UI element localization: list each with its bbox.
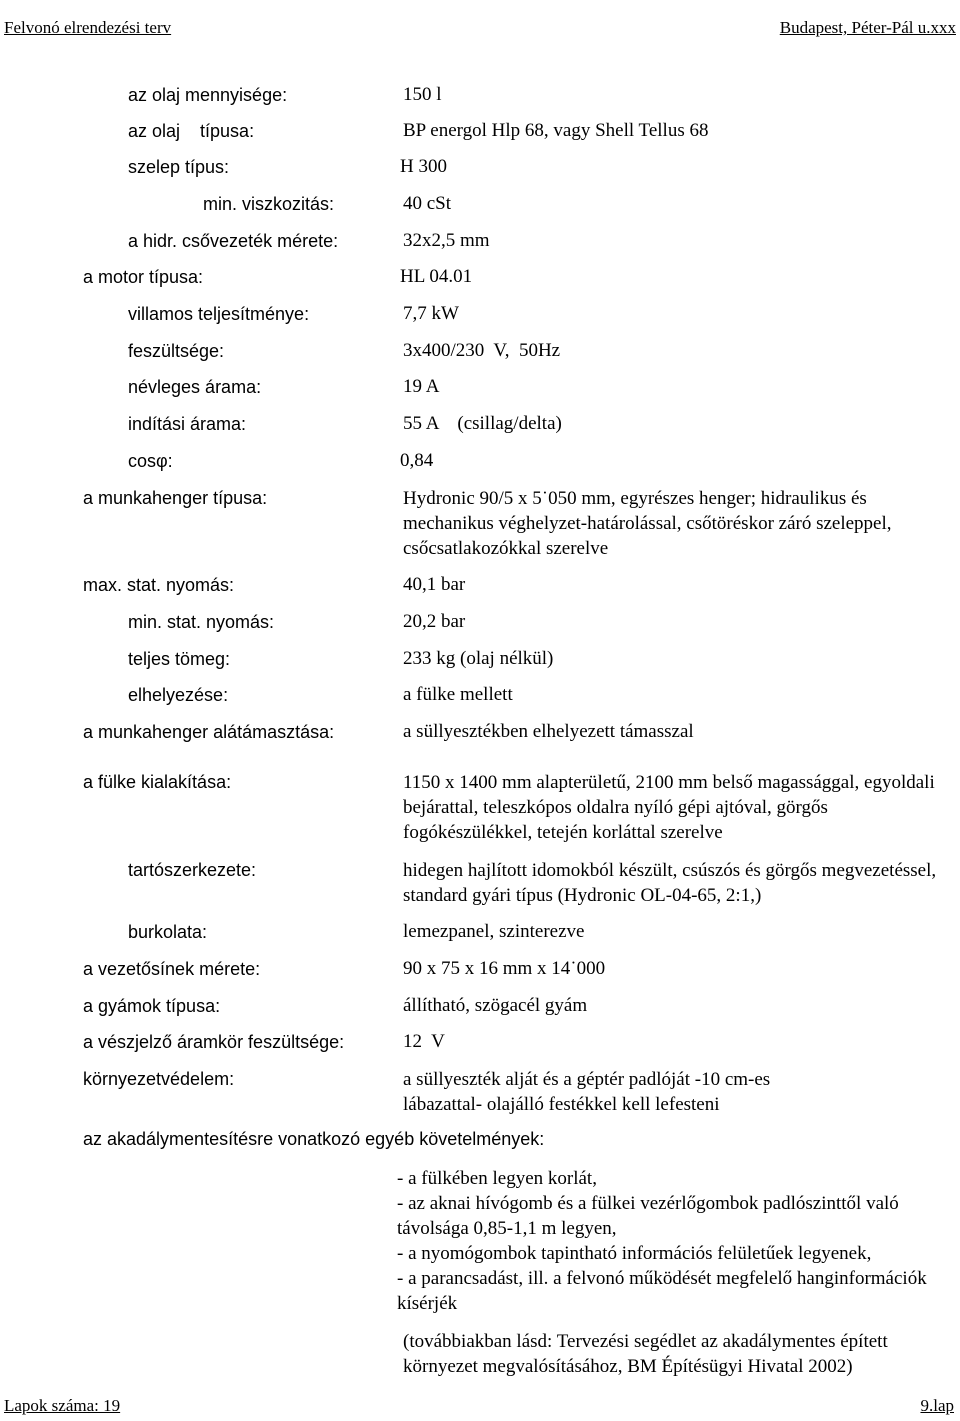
header-address: Budapest, Péter-Pál u.xxx [779,18,956,37]
label-kornyezetvedelem: környezetvédelem: [83,1069,235,1089]
akadaly-item: - a nyomógombok tapintható információs felületűek legyenek, [397,1243,872,1264]
value-motor-tipusa: HL 04.01 [400,266,473,287]
akadaly-heading: az akadálymentesítésre vonatkozó egyéb követelmények: [83,1129,545,1149]
value-inditasi-arama: 55 A (csillag/delta) [403,413,562,434]
value-munkahenger-tipusa: Hydronic 90/5 x 5˙050 mm, egyrészes henger; hidraulikus és mechanikus véghelyzet-határolással, csőtöréskor záró szeleppel, csőcsatlakozókkal szerelve [403,488,892,559]
akadaly-item: - a parancsadást, ill. a felvonó működését megfelelő hanginformációk kísérjék [397,1268,927,1314]
label-inditasi-arama: indítási árama: [128,414,247,434]
label-villamos: villamos teljesítménye: [128,304,310,324]
label-csovezetek: a hidr. csővezeték mérete: [128,231,339,251]
footer-page-number: 9.lap [920,1396,954,1415]
akadaly-list [397,1166,957,1316]
label-max-stat: max. stat. nyomás: [83,575,235,595]
label-tartoszerkezete: tartószerkezete: [128,860,257,880]
label-min-stat: min. stat. nyomás: [128,612,275,632]
value-teljes-tomeg: 233 kg (olaj nélkül) [403,648,554,669]
label-alatamasztas: a munkahenger alátámasztása: [83,722,335,742]
value-max-stat: 40,1 bar [403,574,466,595]
label-olaj-mennyisege: az olaj mennyisége: [128,85,288,105]
value-alatamasztas: a süllyesztékben elhelyezett támasszal [403,721,694,742]
label-burkolata: burkolata: [128,922,208,942]
akadaly-item: - a fülkében legyen korlát, [397,1168,597,1189]
value-gyamok: állítható, szögacél gyám [403,995,588,1016]
header-title: Felvonó elrendezési terv [4,18,172,37]
label-szelep-tipus: szelep típus: [128,157,230,177]
value-feszultsege: 3x400/230 V, 50Hz [403,340,561,361]
value-vezetosinek: 90 x 75 x 16 mm x 14˙000 [403,958,606,979]
label-nevleges-arama: névleges árama: [128,377,262,397]
value-elhelyezese: a fülke mellett [403,684,513,705]
value-fulke: 1150 x 1400 mm alapterületű, 2100 mm belső magassággal, egyoldali bejárattal, teleszkópos oldalra nyíló gépi ajtóval, görgős fogókészülékkel, tetején korláttal szerelve [403,772,935,843]
label-gyamok: a gyámok típusa: [83,996,221,1016]
value-kornyezetvedelem: a süllyeszték alját és a géptér padlóját -10 cm-es lábazattal- olajálló festékkel kell lefesteni [403,1069,771,1115]
value-olaj-tipusa: BP energol Hlp 68, vagy Shell Tellus 68 [403,120,709,141]
value-szelep-tipus: H 300 [400,156,447,177]
label-elhelyezese: elhelyezése: [128,685,229,705]
value-csovezetek: 32x2,5 mm [403,230,490,251]
value-tartoszerkezete: hidegen hajlított idomokból készült, csúszós és görgős megvezetéssel, standard gyári típus (Hydronic OL-04-65, 2:1,) [403,860,937,906]
label-teljes-tomeg: teljes tömeg: [128,649,231,669]
label-olaj-tipusa: az olaj típusa: [128,121,255,141]
value-veszjelzo: 12 V [403,1031,445,1052]
label-veszjelzo: a vészjelző áramkör feszültsége: [83,1032,345,1052]
value-burkolata: lemezpanel, szinterezve [403,921,585,942]
label-vezetosinek: a vezetősínek mérete: [83,959,261,979]
footer-page-count: Lapok száma: 19 [4,1396,121,1415]
label-feszultsege: feszültsége: [128,341,225,361]
value-olaj-mennyisege: 150 l [403,84,442,105]
page-header [0,0,960,46]
akadaly-item: - az aknai hívógomb és a fülkei vezérlőgombok padlószinttől való távolsága 0,85-1,1 m legyen, [397,1193,899,1239]
value-villamos: 7,7 kW [403,303,459,324]
akadaly-note: (továbbiakban lásd: Tervezési segédlet az akadálymentes épített környezet megvalósításához, BM Építésügyi Hivatal 2002) [403,1331,888,1377]
label-fulke: a fülke kialakítása: [83,772,232,792]
label-min-viszkozitas: min. viszkozitás: [203,194,335,214]
value-nevleges-arama: 19 A [403,376,440,397]
value-min-viszkozitas: 40 cSt [403,193,452,214]
label-munkahenger-tipusa: a munkahenger típusa: [83,488,268,508]
value-cosphi: 0,84 [400,450,434,471]
value-min-stat: 20,2 bar [403,611,466,632]
label-cosphi: cosφ: [128,451,173,471]
label-motor-tipusa: a motor típusa: [83,267,204,287]
